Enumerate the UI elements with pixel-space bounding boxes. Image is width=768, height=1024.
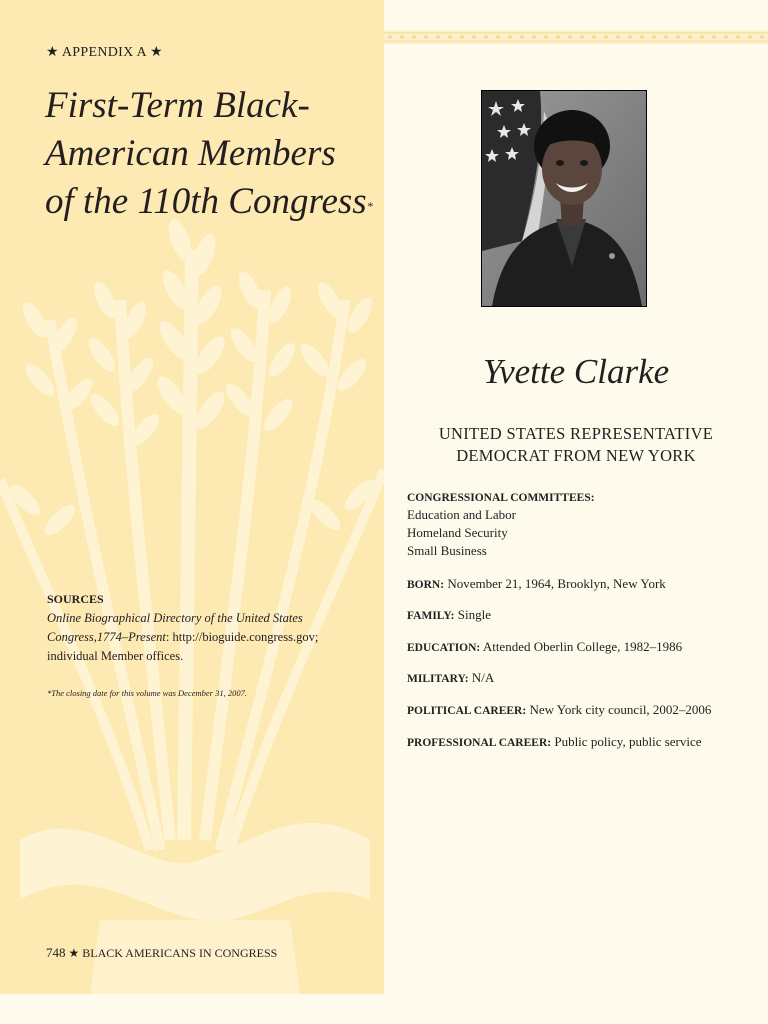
sources-work: Online Biographical Directory of the United States Congress,1774–Present — [47, 611, 303, 644]
education-value: Attended Oberlin College, 1982–1986 — [482, 639, 683, 654]
born-value: November 21, 1964, Brooklyn, New York — [447, 576, 666, 591]
professional-career-label: PROFESSIONAL CAREER: — [407, 737, 552, 749]
committee-item: Small Business — [407, 543, 487, 558]
appendix-label: ★ APPENDIX A ★ — [46, 45, 163, 60]
title-line-2: American Members — [45, 133, 336, 174]
born-label: BORN: — [407, 579, 445, 591]
title-line-3: of the 110th Congress — [45, 181, 367, 222]
member-office — [384, 423, 768, 467]
political-career-row — [407, 701, 711, 720]
committee-item: Homeland Security — [407, 525, 508, 540]
office-line-1: UNITED STATES REPRESENTATIVE — [438, 424, 714, 443]
office-line-2: DEMOCRAT FROM NEW YORK — [456, 446, 696, 465]
member-name: Yvette Clarke — [482, 352, 670, 391]
military-label: MILITARY: — [407, 673, 469, 685]
family-value: Single — [457, 607, 491, 622]
title-line-1: First-Term Black- — [45, 85, 310, 126]
left-panel — [0, 0, 384, 994]
political-career-label: POLITICAL CAREER: — [407, 705, 527, 717]
footer-star-icon: ★ — [68, 946, 80, 960]
family-label: FAMILY: — [407, 610, 455, 622]
education-row — [407, 638, 682, 657]
member-portrait — [481, 90, 647, 307]
professional-career-value: Public policy, public service — [554, 734, 702, 749]
portrait-image — [482, 91, 646, 306]
committee-item: Education and Labor — [407, 507, 517, 522]
sources-text — [47, 609, 347, 666]
footnote: *The closing date for this volume was December 31, 2007. — [47, 688, 247, 698]
title-footnote-marker: * — [366, 199, 373, 213]
page-number: 748 — [46, 945, 66, 960]
born-row — [407, 575, 666, 594]
page-footer — [46, 945, 277, 961]
family-row — [407, 606, 491, 625]
education-label: EDUCATION: — [407, 642, 481, 654]
military-row — [407, 669, 494, 688]
decorative-border-icon — [384, 30, 768, 44]
professional-career-row — [407, 733, 702, 752]
sources-rest: : http://bioguide.congress.gov; individual Member offices. — [47, 630, 319, 663]
page-title — [45, 82, 375, 226]
sources-section — [47, 590, 347, 666]
page-bottom-margin — [0, 994, 768, 1024]
military-value: N/A — [471, 670, 495, 685]
sources-heading: SOURCES — [47, 592, 104, 606]
political-career-value: New York city council, 2002–2006 — [529, 702, 712, 717]
committees-label: CONGRESSIONAL COMMITTEES: — [407, 492, 595, 504]
footer-title: BLACK AMERICANS IN CONGRESS — [82, 946, 278, 960]
